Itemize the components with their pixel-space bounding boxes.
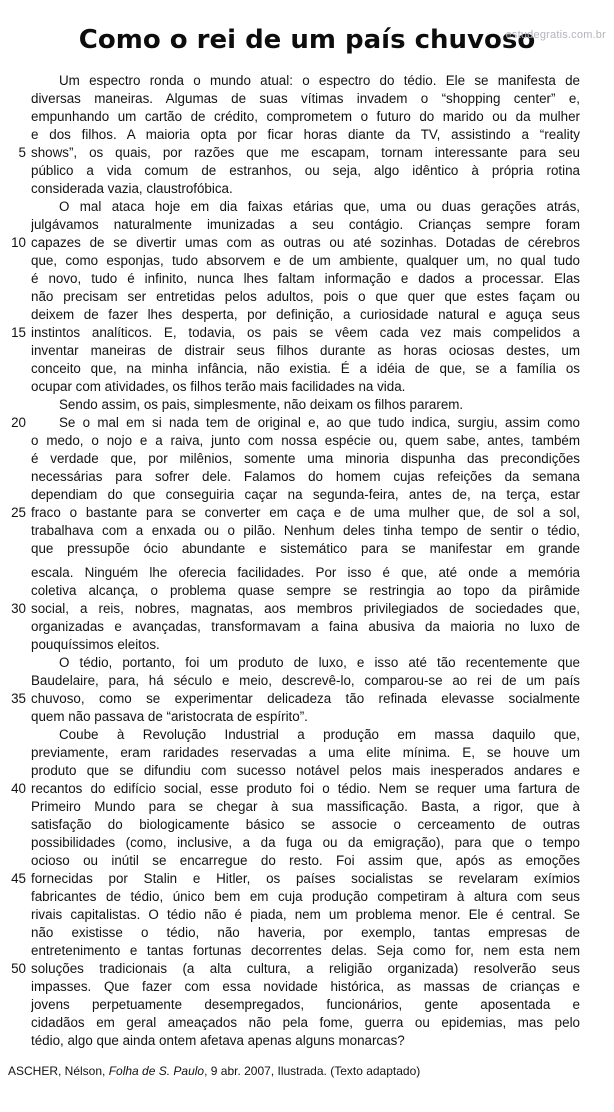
line-text: Um espectro ronda o mundo atual: o espectro do tédio. Ele se manifesta de bbox=[59, 73, 580, 88]
line-text: e dos filhos. A maioria opta por ficar horas diante da TV, assistindo a “reality bbox=[31, 127, 580, 142]
line-number bbox=[0, 270, 26, 288]
text-line bbox=[0, 906, 614, 924]
text-line bbox=[0, 342, 614, 360]
line-number bbox=[0, 1032, 26, 1050]
line-text: ocioso ou inútil se encarregue do resto. Foi assim que, após as emoções bbox=[31, 853, 580, 868]
line-number bbox=[0, 522, 26, 540]
line-number bbox=[0, 396, 26, 414]
line-text: dependiam do que conseguiria caçar na segunda-feira, antes de, na terça, estar bbox=[31, 487, 580, 502]
line-text: diversas maneiras. Algumas de suas vítimas invadem o “shopping center” e, bbox=[31, 91, 580, 106]
line-text: quem não passava de “aristocrata de espírito”. bbox=[31, 709, 308, 724]
line-text: social, a reis, nobres, magnatas, aos membros privilegiados de sociedades que, bbox=[31, 601, 580, 616]
citation bbox=[8, 1064, 614, 1078]
text-line bbox=[0, 888, 614, 906]
line-number bbox=[0, 108, 26, 126]
line-number bbox=[0, 450, 26, 468]
line-number bbox=[0, 726, 26, 744]
text-line bbox=[0, 360, 614, 378]
line-text: possibilidades (como, inclusive, a da fuga ou da emigração), para que o tempo bbox=[31, 835, 580, 850]
line-text: o medo, o nojo e a raiva, junto com nossa espécie ou, quem sabe, antes, também bbox=[31, 433, 580, 448]
text-line bbox=[0, 126, 614, 144]
line-text: coletiva alcança, o problema quase sempre se restringia ao topo da pirâmide bbox=[31, 583, 580, 598]
line-number bbox=[0, 762, 26, 780]
text-line bbox=[0, 1014, 614, 1032]
line-text: julgávamos naturalmente imunizadas a seu contágio. Crianças sempre foram bbox=[31, 217, 580, 232]
text-line bbox=[0, 432, 614, 450]
line-number bbox=[0, 72, 26, 90]
line-number: 45 bbox=[11, 871, 26, 886]
text-line bbox=[0, 216, 614, 234]
citation-source: Folha de S. Paulo bbox=[108, 1064, 205, 1078]
page-title: Como o rei de um país chuvoso bbox=[78, 25, 536, 55]
line-number bbox=[0, 654, 26, 672]
line-number: 40 bbox=[11, 781, 26, 796]
line-number: 25 bbox=[11, 505, 26, 520]
text-line bbox=[0, 636, 614, 654]
line-number bbox=[0, 798, 26, 816]
text-line bbox=[0, 252, 614, 270]
line-number bbox=[0, 540, 26, 558]
line-text: Coube à Revolução Industrial a produção em massa daquilo que, bbox=[59, 727, 580, 742]
line-number bbox=[0, 906, 26, 924]
text-line bbox=[0, 72, 614, 90]
text-line bbox=[0, 870, 614, 888]
line-text: O tédio, portanto, foi um produto de luxo, e isso até tão recentemente que bbox=[59, 655, 580, 670]
line-text: não existisse o tédio, não haveria, por exemplo, tantas empresas de bbox=[31, 925, 580, 940]
text-line bbox=[0, 978, 614, 996]
line-number bbox=[0, 852, 26, 870]
line-text: fornecidas por Stalin e Hitler, os países socialistas se revelaram exímios bbox=[31, 871, 580, 886]
line-number: 20 bbox=[11, 415, 26, 430]
text-line bbox=[0, 486, 614, 504]
line-text: fabricantes de tédio, único bem em cuja produção competiram à altura com seus bbox=[31, 889, 580, 904]
line-number: 5 bbox=[18, 145, 26, 160]
text-line bbox=[0, 396, 614, 414]
line-number: 35 bbox=[11, 691, 26, 706]
text-line bbox=[0, 468, 614, 486]
text-line bbox=[0, 108, 614, 126]
text-line bbox=[0, 180, 614, 198]
line-text: é verdade que, por milênios, somente uma minoria dispunha das precondições bbox=[31, 451, 580, 466]
line-text: Sendo assim, os pais, simplesmente, não deixam os filhos pararem. bbox=[59, 397, 464, 412]
text-line bbox=[0, 618, 614, 636]
line-text: produto que se difundiu com sucesso notável pelos mais inesperados andares e bbox=[31, 763, 580, 778]
line-number bbox=[0, 996, 26, 1014]
text-line bbox=[0, 672, 614, 690]
text-line bbox=[0, 996, 614, 1014]
line-number bbox=[0, 162, 26, 180]
text-line bbox=[0, 600, 614, 618]
line-text: tédio, algo que ainda ontem afetava apenas alguns monarcas? bbox=[31, 1033, 405, 1048]
text-line bbox=[0, 288, 614, 306]
line-number bbox=[0, 378, 26, 396]
line-number bbox=[0, 126, 26, 144]
text-line bbox=[0, 324, 614, 342]
line-number bbox=[0, 582, 26, 600]
citation-rest: , 9 abr. 2007, Ilustrada. (Texto adaptado) bbox=[204, 1064, 421, 1078]
line-text: impasses. Que fazer com essa novidade histórica, as massas de crianças e bbox=[31, 979, 580, 994]
line-number bbox=[0, 816, 26, 834]
text-line bbox=[0, 726, 614, 744]
line-number bbox=[0, 180, 26, 198]
line-text: não precisam ser entretidas pelos adultos, pois o que quer que estes façam ou bbox=[31, 289, 580, 304]
line-number bbox=[0, 942, 26, 960]
line-text: soluções tradicionais (a alta cultura, a religião organizada) resolverão seus bbox=[31, 961, 580, 976]
line-number bbox=[0, 288, 26, 306]
text-line bbox=[0, 414, 614, 432]
text-line bbox=[0, 378, 614, 396]
line-number bbox=[0, 636, 26, 654]
text-line bbox=[0, 762, 614, 780]
line-number bbox=[0, 306, 26, 324]
line-text: pouquíssimos eleitos. bbox=[31, 637, 160, 652]
line-text: capazes de se divertir umas com as outras ou até sozinhas. Dotadas de cérebros bbox=[31, 235, 580, 250]
text-line bbox=[0, 450, 614, 468]
line-number bbox=[0, 90, 26, 108]
line-number bbox=[0, 672, 26, 690]
line-text: que, como esponjas, tudo absorvem e de um ambiente, qualquer um, no qual tudo bbox=[31, 253, 580, 268]
line-text: inventar maneiras de distrair seus filhos durante as horas ociosas destes, um bbox=[31, 343, 580, 358]
text-line bbox=[0, 780, 614, 798]
line-text: rivais capitalistas. O tédio não é piada, nem um problema menor. Ele é central. Se bbox=[31, 907, 580, 922]
line-number bbox=[0, 888, 26, 906]
text-line bbox=[0, 834, 614, 852]
line-text: O mal ataca hoje em dia faixas etárias que, uma ou duas gerações atrás, bbox=[59, 199, 580, 214]
page bbox=[0, 24, 614, 1112]
text-line bbox=[0, 306, 614, 324]
line-text: público a vida comum de estranhos, ou seja, algo idêntico à própria rotina bbox=[31, 163, 580, 178]
text-line bbox=[0, 198, 614, 216]
line-text: instintos analíticos. E, todavia, os pais se vêem cada vez mais compelidos a bbox=[31, 325, 580, 340]
line-text: é novo, tudo é infinito, nunca lhes faltam informação e dados a processar. Elas bbox=[31, 271, 580, 286]
line-number bbox=[0, 486, 26, 504]
line-text: que pressupõe ócio abundante e sistemático para se manifestar em grande bbox=[31, 541, 580, 556]
text-body bbox=[0, 72, 614, 1050]
text-line bbox=[0, 540, 614, 558]
line-number bbox=[0, 360, 26, 378]
text-line bbox=[0, 504, 614, 522]
line-number bbox=[0, 708, 26, 726]
line-number bbox=[0, 342, 26, 360]
line-number bbox=[0, 618, 26, 636]
line-text: Primeiro Mundo para se chegar à sua massificação. Basta, a rigor, que à bbox=[31, 799, 580, 814]
line-number bbox=[0, 564, 26, 582]
line-text: fraco o bastante para se converter em caça e de uma mulher que, de sol a sol, bbox=[31, 505, 580, 520]
text-line bbox=[0, 708, 614, 726]
text-line bbox=[0, 816, 614, 834]
text-line bbox=[0, 942, 614, 960]
line-number bbox=[0, 432, 26, 450]
line-text: previamente, eram raridades reservadas a uma elite mínima. E, se houve um bbox=[31, 745, 580, 760]
line-text: deixem de fazer lhes desperta, por definição, a curiosidade natural e aguça seus bbox=[31, 307, 580, 322]
line-text: recantos do edifício social, esse produto foi o tédio. Nem se requer uma fartura de bbox=[31, 781, 580, 796]
text-line bbox=[0, 144, 614, 162]
line-number bbox=[0, 216, 26, 234]
line-text: ocupar com atividades, os filhos terão mais facilidades na vida. bbox=[31, 379, 406, 394]
line-text: considerada vazia, claustrofóbica. bbox=[31, 181, 233, 196]
line-number bbox=[0, 1014, 26, 1032]
line-text: cidadãos em geral ameaçados não pela fome, guerra ou epidemias, mas pelo bbox=[31, 1015, 580, 1030]
line-text: necessárias para sofrer dele. Falamos do homem cujas refeições da semana bbox=[31, 469, 580, 484]
text-line bbox=[0, 270, 614, 288]
line-number: 10 bbox=[11, 235, 26, 250]
line-number bbox=[0, 834, 26, 852]
text-line bbox=[0, 162, 614, 180]
line-text: Se o mal em si nada tem de original e, ao que tudo indica, surgiu, assim como bbox=[59, 415, 580, 430]
line-number bbox=[0, 924, 26, 942]
line-number bbox=[0, 468, 26, 486]
text-line bbox=[0, 522, 614, 540]
line-number: 50 bbox=[11, 961, 26, 976]
line-text: conceito que, na minha infância, não existia. É a idéia de que, se a família os bbox=[31, 361, 580, 376]
line-text: jovens perpetuamente desempregados, funcionários, gente aposentada e bbox=[31, 997, 580, 1012]
line-text: trabalhava com a enxada ou o pilão. Nenhum deles tinha tempo de sentir o tédio, bbox=[31, 523, 580, 538]
text-line bbox=[0, 234, 614, 252]
citation-author: ASCHER, Nélson, bbox=[8, 1064, 109, 1078]
line-text: satisfação do biologicamente básico se associe o cerceamento de outras bbox=[31, 817, 580, 832]
text-line bbox=[0, 960, 614, 978]
line-text: organizadas e avançadas, transformavam a faina abusiva da maioria no luxo de bbox=[31, 619, 580, 634]
line-number bbox=[0, 198, 26, 216]
text-line bbox=[0, 690, 614, 708]
line-text: empunhando um cartão de crédito, comprometem o futuro do marido ou da mulher bbox=[31, 109, 580, 124]
line-text: Baudelaire, para, há século e meio, descrevê-lo, comparou-se ao rei de um país bbox=[31, 673, 580, 688]
text-line bbox=[0, 852, 614, 870]
text-line bbox=[0, 564, 614, 582]
text-line bbox=[0, 744, 614, 762]
watermark: estudegratis.com.br bbox=[505, 29, 606, 41]
line-text: entretenimento e tantas fortunas decorrentes delas. Seja como for, nem esta nem bbox=[31, 943, 580, 958]
text-line bbox=[0, 654, 614, 672]
line-text: escala. Ninguém lhe oferecia facilidades. Por isso é que, até onde a memória bbox=[31, 565, 580, 580]
text-line bbox=[0, 924, 614, 942]
text-line bbox=[0, 1032, 614, 1050]
text-line bbox=[0, 798, 614, 816]
line-text: chuvoso, como se experimentar delicadeza tão refinada elevasse socialmente bbox=[31, 691, 580, 706]
line-number bbox=[0, 252, 26, 270]
line-number bbox=[0, 744, 26, 762]
line-number: 15 bbox=[11, 325, 26, 340]
line-number: 30 bbox=[11, 601, 26, 616]
text-line bbox=[0, 90, 614, 108]
text-line bbox=[0, 582, 614, 600]
line-number bbox=[0, 978, 26, 996]
line-text: shows”, os quais, por razões que me escapam, tornam interessante para seu bbox=[31, 145, 580, 160]
